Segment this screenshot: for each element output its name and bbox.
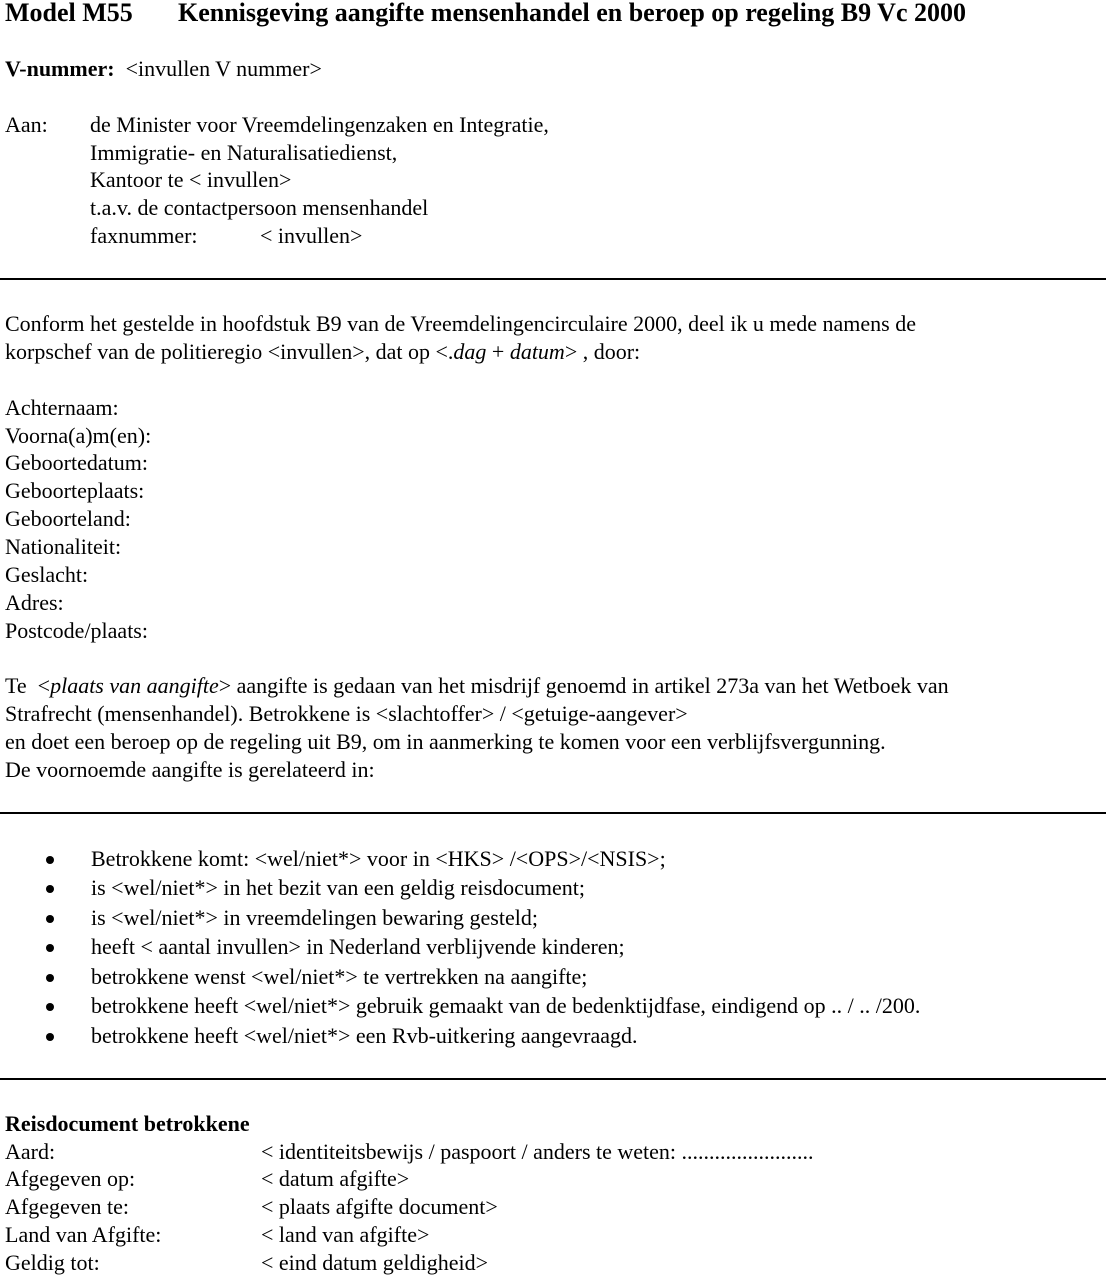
declaration-italic: plaats van aangifte — [50, 673, 219, 698]
vnumber-label: V-nummer: — [5, 56, 115, 81]
list-item: betrokkene wenst <wel/niet*> te vertrekken na aangifte; — [91, 964, 588, 989]
field-achternaam: Achternaam: — [5, 395, 119, 420]
vnumber-line — [5, 55, 322, 83]
intro-text: + — [486, 339, 510, 364]
list-item: betrokkene heeft <wel/niet*> gebruik gemaakt van de bedenktijdfase, eindigend op .. / .. /200. — [91, 993, 921, 1018]
declaration-text: > aangifte is gedaan van het misdrijf genoemd in artikel 273a van het Wetboek van — [218, 673, 949, 698]
declaration-line-1 — [5, 672, 949, 700]
travel-doc-value: < datum afgifte> — [261, 1166, 410, 1191]
bullet-icon — [46, 974, 54, 982]
field-voornamen: Voorna(a)m(en): — [5, 423, 152, 448]
divider — [0, 278, 1106, 280]
vnumber-value: <invullen V nummer> — [125, 56, 322, 81]
fax-label: faxnummer: — [90, 223, 198, 248]
bullet-icon — [46, 1003, 54, 1011]
bullet-icon — [46, 944, 54, 952]
list-item: is <wel/niet*> in het bezit van een geldig reisdocument; — [91, 875, 586, 900]
model-number: Model M55 — [5, 0, 133, 27]
bullet-icon — [46, 885, 54, 893]
addressee-line: t.a.v. de contactpersoon mensenhandel — [90, 195, 429, 220]
declaration-line-4: De voornoemde aangifte is gerelateerd in: — [5, 757, 375, 782]
declaration-text: Te < — [5, 673, 51, 698]
intro-italic-dag: dag — [453, 339, 487, 364]
bullet-icon — [46, 915, 54, 923]
travel-doc-label: Geldig tot: — [5, 1250, 100, 1275]
travel-doc-value: < eind datum geldigheid> — [261, 1250, 489, 1275]
field-geboorteplaats: Geboorteplaats: — [5, 478, 145, 503]
field-adres: Adres: — [5, 590, 64, 615]
divider — [0, 812, 1106, 814]
intro-text: door: — [593, 339, 641, 364]
declaration-line-2: Strafrecht (mensenhandel). Betrokkene is <slachtoffer> / <getuige-aangever> — [5, 701, 688, 726]
travel-doc-heading: Reisdocument betrokkene — [5, 1111, 250, 1136]
field-geboortedatum: Geboortedatum: — [5, 450, 148, 475]
bullet-icon — [46, 856, 54, 864]
field-postcode-plaats: Postcode/plaats: — [5, 618, 148, 643]
list-item: is <wel/niet*> in vreemdelingen bewaring gesteld; — [91, 905, 538, 930]
intro-line-1: Conform het gestelde in hoofdstuk B9 van de Vreemdelingencirculaire 2000, deel ik u mede namens de — [5, 311, 917, 336]
list-item: Betrokkene komt: <wel/niet*> voor in <HKS> /<OPS>/<NSIS>; — [91, 846, 666, 871]
list-item: betrokkene heeft <wel/niet*> een Rvb-uitkering aangevraagd. — [91, 1023, 638, 1048]
travel-doc-value: < identiteitsbewijs / paspoort / anders te weten: ........................ — [261, 1139, 814, 1164]
addressee-line: de Minister voor Vreemdelingenzaken en Integratie, — [90, 112, 549, 137]
declaration-line-3: en doet een beroep op de regeling uit B9, om in aanmerking te komen voor een verblijfsvergunning. — [5, 729, 886, 754]
travel-doc-value: < land van afgifte> — [261, 1222, 430, 1247]
intro-text: korpschef van de politieregio <invullen>, dat op <. — [5, 339, 454, 364]
bullet-icon — [46, 1033, 54, 1041]
addressee-line: Kantoor te < invullen> — [90, 167, 292, 192]
divider — [0, 1078, 1106, 1080]
field-geslacht: Geslacht: — [5, 562, 89, 587]
travel-doc-label: Afgegeven te: — [5, 1194, 129, 1219]
list-item: heeft < aantal invullen> in Nederland verblijvende kinderen; — [91, 934, 625, 959]
travel-doc-label: Land van Afgifte: — [5, 1222, 162, 1247]
fax-value: < invullen> — [260, 223, 363, 248]
travel-doc-value: < plaats afgifte document> — [261, 1194, 498, 1219]
travel-doc-label: Afgegeven op: — [5, 1166, 136, 1191]
field-nationaliteit: Nationaliteit: — [5, 534, 122, 559]
travel-doc-label: Aard: — [5, 1139, 56, 1164]
document-title — [5, 0, 966, 28]
intro-text: > , — [564, 339, 594, 364]
addressee-label: Aan: — [5, 112, 48, 137]
title-text: Kennisgeving aangifte mensenhandel en beroep op regeling B9 Vc 2000 — [178, 0, 966, 27]
intro-line-2 — [5, 338, 640, 366]
addressee-line: Immigratie- en Naturalisatiedienst, — [90, 140, 398, 165]
intro-italic-datum: datum — [509, 339, 565, 364]
field-geboorteland: Geboorteland: — [5, 506, 131, 531]
